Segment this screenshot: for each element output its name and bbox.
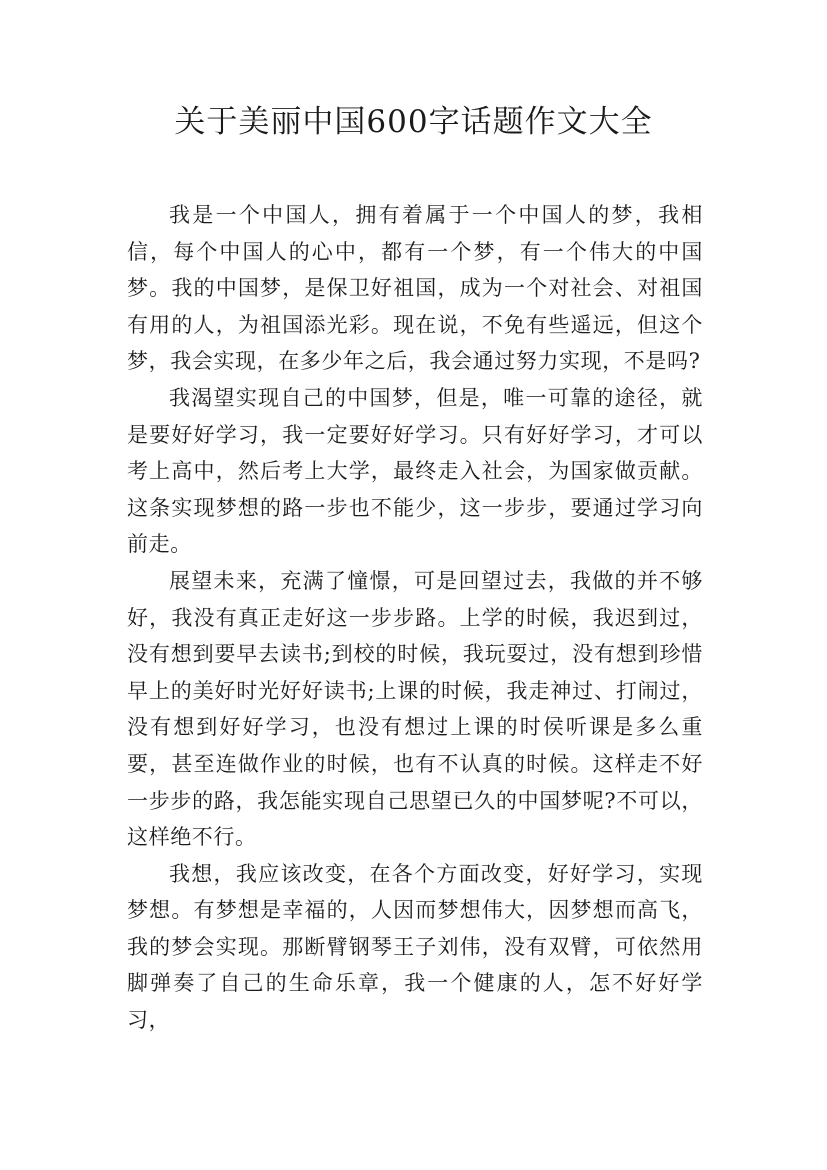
paragraph-2: 我渴望实现自己的中国梦，但是，唯一可靠的途径，就是要好好学习，我一定要好好学习。只有好好学习，才可以考上高中，然后考上大学，最终走入社会，为国家做贡献。这条实现梦想的路一步也不能少，这一步步，要通过学习向前走。 [127, 385, 703, 557]
document-body [127, 197, 703, 1039]
paragraph-1: 我是一个中国人，拥有着属于一个中国人的梦，我相信，每个中国人的心中，都有一个梦，有一个伟大的中国梦。我的中国梦，是保卫好祖国，成为一个对社会、对祖国有用的人，为祖国添光彩。现在说，不免有些遥远，但这个梦，我会实现，在多少年之后，我会通过努力实现，不是吗? [127, 203, 703, 374]
paragraph-3: 展望未来，充满了憧憬，可是回望过去，我做的并不够好，我没有真正走好这一步步路。上学的时候，我迟到过，没有想到要早去读书;到校的时候，我玩耍过，没有想到珍惜早上的美好时光好好读书;上课的时候，我走神过、打闹过，没有想到好好学习，也没有想过上课的时侯听课是多么重要，甚至连做作业的时候，也有不认真的时候。这样走不好一步步的路，我怎能实现自己思望已久的中国梦呢?不可以，这样绝不行。 [127, 568, 703, 850]
paragraph-4: 我想，我应该改变，在各个方面改变，好好学习，实现梦想。有梦想是幸福的，人因而梦想伟大，因梦想而高飞，我的梦会实现。那断臂钢琴王子刘伟，没有双臂，可依然用脚弹奏了自己的生命乐章，我一个健康的人，怎不好好学习， [127, 861, 703, 1033]
document-title: 关于美丽中国600字话题作文大全 [174, 104, 653, 140]
